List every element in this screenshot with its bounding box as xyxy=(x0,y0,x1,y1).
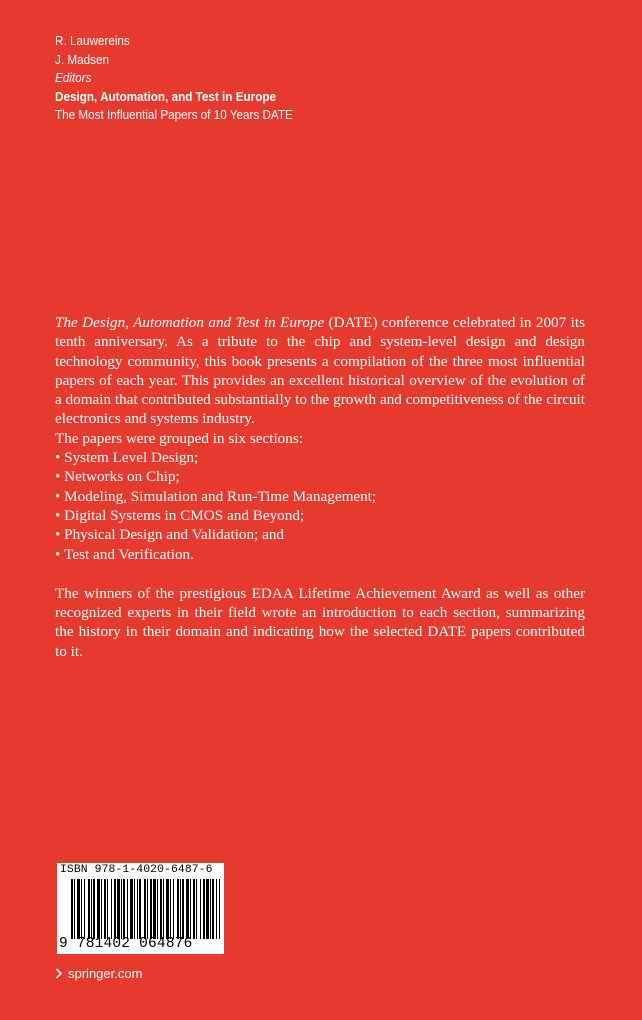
intro-paragraph xyxy=(55,313,585,429)
barcode-bar xyxy=(200,879,201,939)
barcode-bar xyxy=(107,879,108,939)
barcode-bar xyxy=(123,879,125,939)
conference-name: The Design, Automation and Test in Europe xyxy=(55,314,325,331)
barcode-bar xyxy=(71,879,73,939)
publisher-url[interactable]: springer.com xyxy=(68,966,143,981)
barcode-bars xyxy=(71,879,220,939)
barcode-bar xyxy=(88,879,90,939)
barcode-bar xyxy=(157,879,158,939)
barcode-bar xyxy=(93,879,95,939)
barcode-bar xyxy=(134,879,135,939)
barcode-digits: 9 781402 064876 xyxy=(59,936,193,952)
section-item: • Networks on Chip; xyxy=(55,467,585,486)
barcode-bar xyxy=(212,879,214,939)
barcode-bar xyxy=(81,879,82,939)
barcode-bar xyxy=(163,879,164,939)
barcode-bar xyxy=(147,879,148,939)
sections-list xyxy=(55,448,585,564)
barcode-bar xyxy=(196,879,197,939)
section-item: • Test and Verification. xyxy=(55,545,585,564)
barcode-bar xyxy=(121,879,122,939)
barcode-bar xyxy=(97,879,100,939)
barcode-bar xyxy=(137,879,138,939)
barcode-bar xyxy=(84,879,85,939)
barcode-bar xyxy=(139,879,141,939)
book-title: Design, Automation, and Test in Europe xyxy=(55,88,277,104)
barcode-bar xyxy=(210,879,211,939)
barcode-bar xyxy=(104,879,106,939)
barcode-bar xyxy=(150,879,152,939)
barcode-bar xyxy=(77,879,80,939)
editor-name: J. Madsen xyxy=(55,51,109,67)
barcode-bar xyxy=(193,879,195,939)
barcode-bar xyxy=(144,879,146,939)
barcode-bar xyxy=(203,879,205,939)
barcode-bar xyxy=(111,879,112,939)
barcode-bar xyxy=(180,879,181,939)
barcode-bar xyxy=(173,879,174,939)
barcode-bar xyxy=(114,879,116,939)
barcode-bar xyxy=(117,879,120,939)
intro-text: (DATE) conference celebrated in 2007 its tenth anniversary. As a tribute to the chip and system-level design and design technology community, this book presents a compilation of the three most influential papers of each year. This provides an excellent historical overview of the evolution of a domain that contributed substantially to the growth and competitiveness of the circuit electronics and systems industry. xyxy=(55,314,585,428)
cover-header xyxy=(55,32,293,125)
back-cover-blurb xyxy=(55,313,585,661)
section-item: • Digital Systems in CMOS and Beyond; xyxy=(55,506,585,525)
section-item: • System Level Design; xyxy=(55,448,585,467)
barcode-bar xyxy=(166,879,169,939)
barcode-bar xyxy=(219,879,220,939)
editor-name: R. Lauwereins xyxy=(55,33,130,48)
barcode-bar xyxy=(153,879,156,939)
barcode-bar xyxy=(216,879,217,939)
barcode-bar xyxy=(190,879,191,939)
winners-paragraph: The winners of the prestigious EDAA Lifetime Achievement Award as well as other recognized experts in their field wrote an introduction to each section, summarizing the history in their domain and indicating how the selected DATE papers contributed to it. xyxy=(55,584,585,660)
book-subtitle: The Most Influential Papers of 10 Years DATE xyxy=(55,107,293,122)
section-item: • Modeling, Simulation and Run-Time Management; xyxy=(55,487,585,506)
barcode-bar xyxy=(91,879,92,939)
isbn-barcode xyxy=(57,863,224,954)
barcode-bar xyxy=(177,879,179,939)
barcode-bar xyxy=(101,879,102,939)
barcode-bar xyxy=(160,879,162,939)
isbn-text: ISBN 978-1-4020-6487-6 xyxy=(60,864,213,876)
sections-intro: The papers were grouped in six sections: xyxy=(55,429,303,447)
chevron-right-icon xyxy=(55,968,63,979)
editors-label: Editors xyxy=(55,70,92,85)
publisher-footer xyxy=(55,966,142,981)
barcode-bar xyxy=(127,879,128,939)
barcode-bar xyxy=(186,879,189,939)
barcode-bar xyxy=(206,879,209,939)
barcode-bar xyxy=(74,879,75,939)
barcode-bar xyxy=(182,879,184,939)
section-item: • Physical Design and Validation; and xyxy=(55,525,585,544)
barcode-bar xyxy=(130,879,133,939)
barcode-bar xyxy=(170,879,171,939)
